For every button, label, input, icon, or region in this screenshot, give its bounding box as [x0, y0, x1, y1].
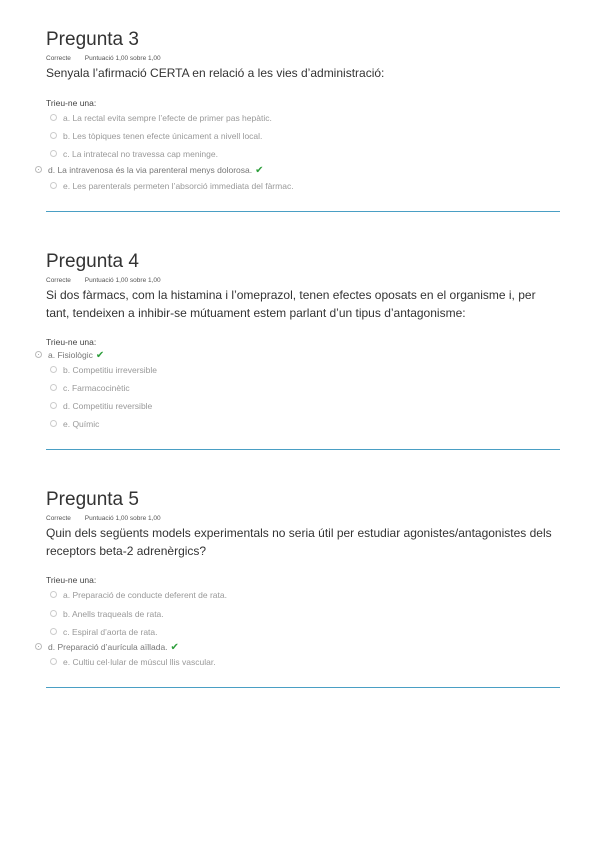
score-label: Puntuació 1,00 sobre 1,00	[84, 515, 161, 522]
question-title: Pregunta 3	[46, 29, 139, 50]
radio-button[interactable]	[50, 658, 57, 665]
question-divider	[46, 449, 560, 450]
answer-option[interactable]: b. Anells traqueals de rata.	[50, 607, 164, 622]
answer-option-selected[interactable]: d. La intravenosa és la via parenteral menys dolorosa. ✔	[35, 163, 264, 178]
answer-option[interactable]: c. La intratecal no travessa cap meninge.	[50, 147, 218, 162]
answer-option[interactable]: e. Cultiu cel·lular de múscul llis vascular.	[50, 655, 216, 670]
question-3	[46, 29, 560, 191]
check-icon: ✔	[95, 350, 105, 361]
question-text: Si dos fàrmacs, com la histamina i l’omeprazol, tenen efectes oposats en el organisme i, per tant, tendeixen a inhibir-se mútuament estem parlant d’un tipus d’antagonisme:	[46, 288, 536, 320]
radio-button[interactable]	[50, 384, 57, 391]
answer-option[interactable]: e. Les parenterals permeten l’absorció immediata del fàrmac.	[50, 179, 294, 194]
answer-prompt: Trieu-ne una:	[46, 337, 97, 347]
answer-prompt: Trieu-ne una:	[46, 98, 97, 108]
radio-button-selected[interactable]	[35, 351, 42, 358]
score-label: Puntuació 1,00 sobre 1,00	[84, 277, 161, 284]
question-5	[46, 489, 560, 667]
radio-button[interactable]	[50, 366, 57, 373]
question-title: Pregunta 5	[46, 489, 139, 510]
answer-option-selected[interactable]: a. Fisiològic ✔	[35, 348, 104, 363]
radio-button[interactable]	[50, 182, 57, 189]
question-info	[46, 514, 560, 523]
status-label: Correcte	[46, 55, 71, 62]
radio-button[interactable]	[50, 132, 57, 139]
radio-button-selected[interactable]	[35, 166, 42, 173]
question-4	[46, 251, 560, 429]
score-label: Puntuació 1,00 sobre 1,00	[84, 55, 161, 62]
question-text: Senyala l’afirmació CERTA en relació a les vies d’administració:	[46, 66, 385, 80]
question-info	[46, 54, 560, 63]
radio-button[interactable]	[50, 591, 57, 598]
question-info	[46, 276, 560, 285]
answer-option[interactable]: a. Preparació de conducte deferent de rata.	[50, 588, 227, 603]
check-icon: ✔	[255, 165, 264, 176]
check-icon: ✔	[170, 642, 179, 653]
radio-button[interactable]	[50, 402, 57, 409]
question-text: Quin dels següents models experimentals no seria útil per estudiar agonistes/antagonistes dels receptors beta-2 adrenèrgics?	[46, 526, 552, 558]
answer-option[interactable]: c. Farmacocinètic	[50, 381, 130, 396]
answer-option[interactable]: b. Les tòpiques tenen efecte únicament a nivell local.	[50, 129, 262, 144]
answer-option-selected[interactable]: d. Preparació d’aurícula aïllada. ✔	[35, 640, 179, 655]
question-divider	[46, 687, 560, 688]
answer-option[interactable]: e. Químic	[50, 417, 99, 432]
answer-option[interactable]: b. Competitiu irreversible	[50, 363, 157, 378]
answer-option[interactable]: c. Espiral d’aorta de rata.	[50, 625, 158, 640]
answer-prompt: Trieu-ne una:	[46, 575, 97, 585]
answer-option[interactable]: d. Competitiu reversible	[50, 399, 152, 414]
radio-button[interactable]	[50, 420, 57, 427]
question-title: Pregunta 4	[46, 251, 139, 272]
question-divider	[46, 211, 560, 212]
status-label: Correcte	[46, 277, 71, 284]
radio-button-selected[interactable]	[35, 643, 42, 650]
radio-button[interactable]	[50, 150, 57, 157]
radio-button[interactable]	[50, 114, 57, 121]
answer-option[interactable]: a. La rectal evita sempre l’efecte de primer pas hepàtic.	[50, 111, 272, 126]
status-label: Correcte	[46, 515, 71, 522]
radio-button[interactable]	[50, 628, 57, 635]
radio-button[interactable]	[50, 610, 57, 617]
